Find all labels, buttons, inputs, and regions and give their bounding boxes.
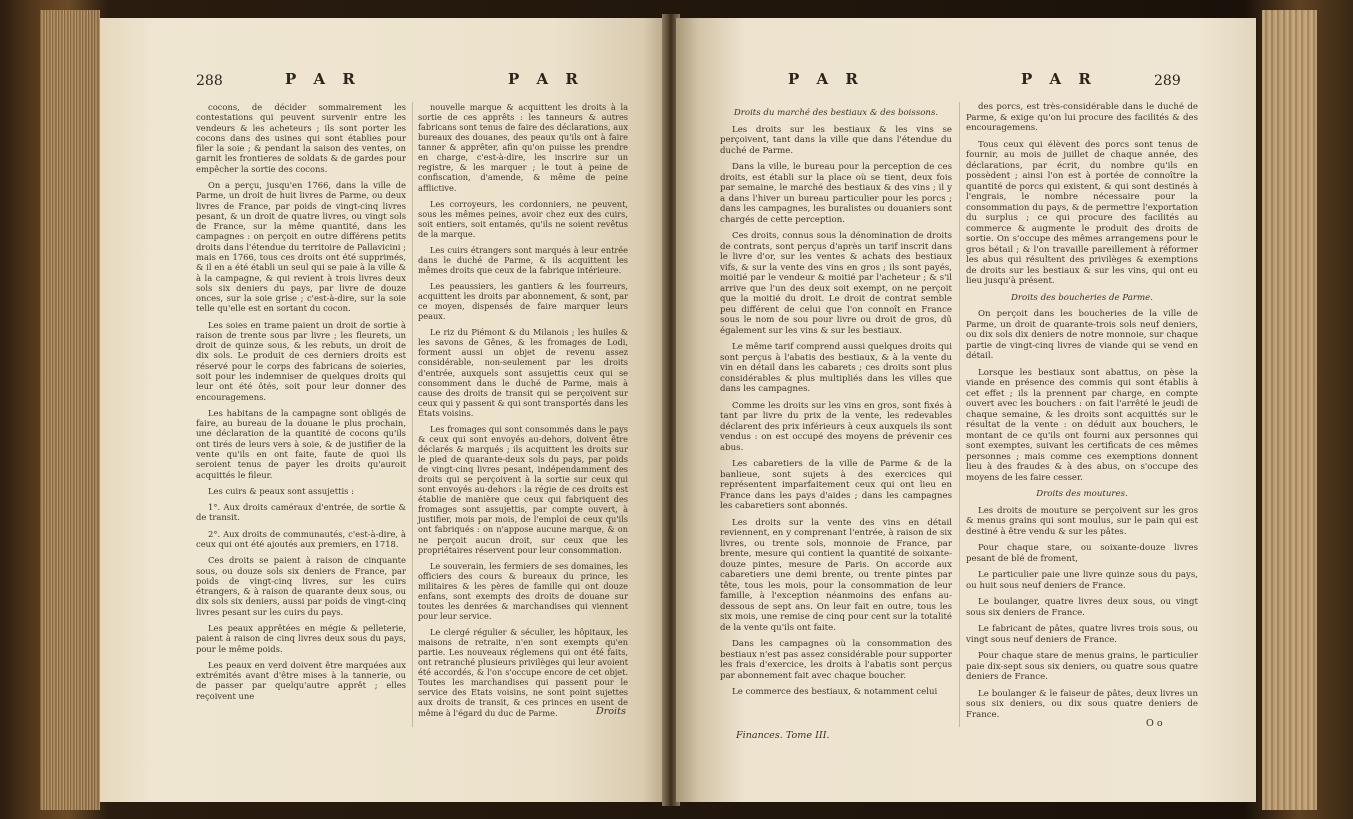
left-page — [100, 18, 666, 802]
paragraph: Lorsque les bestiaux sont abattus, on pèse la viande en présence des commis qui sont établis à cet effet ; ils la prennent par charge, en compte ouvert avec les bouchers : on fait l'arrêté le jeudi de chaque semaine, & les droits sont acquittés sur le résultat de la vente : on déduit aux bouchers, le montant de ce qu'ils ont fourni aux personnes qui sont exemptes, suivant les certificats de ces mêmes personnes ; mais comme ces exemptions donnent lieu à des fraudes & à des abus, on s'occupe des moyens de les faire cesser. — [966, 367, 1198, 483]
page-number-left: 288 — [196, 73, 223, 89]
signature-line: Finances. Tome III. — [736, 730, 830, 741]
paragraph: Le riz du Piémont & du Milanois ; les huiles & les savons de Gênes, & les fromages de Lodi, forment aussi un objet de revenu assez considérable, non-seulement par les droits d'entrée, auxquels sont assujettis ceux qui se consomment dans le duché de Parme, mais à cause des droits de transit qui se perçoivent sur ceux qui y passent & qui sont transportés dans les États voisins. — [418, 327, 628, 418]
running-head-left-col2: P A R — [508, 70, 584, 88]
paragraph: Les peaux apprêtées en mégie & pelleterie, paient à raison de cinq livres deux sous du pays, pour le même poids. — [196, 622, 406, 654]
paragraph: Les peaux en verd doivent être marquées aux extrémités avant d'être mises à la tannerie, ou de passer par quelqu'autre apprêt ; elles reçoivent une — [196, 659, 406, 701]
paragraph: Les droits sur la vente des vins en détail reviennent, en y comprenant l'entrée, à raison de six livres, ou trente sols, monnoie de France, par brente, mesure qui contient la quantité de soixante-douze pintes, mesure de Paris. On accorde aux cabaretiers une demi brente, ou trente pintes par tête, tous les mois, pour la consommation de leur famille, à l'exception néanmoins des enfans au-dessous de sept ans. On leur fait en outre, tous les six mois, une remise de cinq pour cent sur la totalité de la vente qu'ils ont faite. — [720, 517, 952, 633]
paragraph: Les peaussiers, les gantiers & les fourreurs, acquittent les droits par abonnement, & sont, par ce moyen, dispensés de faire marquer leurs peaux. — [418, 281, 628, 322]
paragraph: des porcs, est très-considérable dans le duché de Parme, & exige qu'on lui procure des facilités & des encouragemens. — [966, 102, 1198, 133]
left-page-column-2 — [418, 102, 628, 724]
paragraph: Les corroyeurs, les cordonniers, ne peuvent, sous les mêmes peines, avoir chez eux des cuirs, soit entiers, soit entamés, qu'ils ne soient revêtus de la marque. — [418, 198, 628, 239]
paragraph: nouvelle marque & acquittent les droits à la sortie de ces apprêts : les tanneurs & autres fabricans sont tenus de faire des déclarations, aux bureaux des douanes, des peaux qu'ils ont à faire tanner & apprêter, afin qu'on puisse les prendre en charge, c'est-à-dire, les inscrire sur un registre, & les marquer ; le tout à peine de confiscation, d'amende, & même de peine afflictive. — [418, 102, 628, 193]
paragraph: Le même tarif comprend aussi quelques droits qui sont perçus à l'abatis des bestiaux, & à la vente du vin en détail dans les cabarets ; ces droits sont plus considérables & plus multipliés dans les villes que dans les campagnes. — [720, 342, 952, 394]
running-head-right-col2: P A R — [1021, 70, 1097, 88]
paragraph: Comme les droits sur les vins en gros, sont fixés à tant par livre du prix de la vente, les redevables déclarent des prix inférieurs à ceux auxquels ils sont vendus : on est occupé des moyens de prévenir ces abus. — [720, 400, 952, 453]
paragraph: Les habitans de la campagne sont obligés de faire, au bureau de la douane le plus prochain, une déclaration de la quantité de cocons qu'ils ont tirés de leurs vers à soie, & de justifier de la vente qu'ils en ont faite, faute de quoi ils seroient tenus de payer les droits qu'auroit acquittés le fileur. — [196, 407, 406, 480]
paragraph: Le clergé régulier & séculier, les hôpitaux, les maisons de retraite, n'en sont exempts qu'en partie. Les nouveaux réglemens qui ont été faits, ont retranché plusieurs privilèges qui leur avoient été accordés, & l'on s'occupe encore de cet objet. Toutes les marchandises qui passent pour le service des Etats voisins, ne sont point sujettes aux droits de transit, & ces princes en usent de même à l'égard du duc de Parme. — [418, 627, 628, 718]
paragraph: Dans la ville, le bureau pour la perception de ces droits, est établi sur la place où se tient, deux fois par semaine, le marché des bestiaux & des vins ; il y a dans l'hiver un bureau particulier pour les porcs ; dans les campagnes, les buralistes ou douaniers sont chargés de cette perception. — [720, 162, 952, 225]
right-page-column-1 — [720, 102, 952, 704]
running-head-right-col1: P A R — [788, 70, 864, 88]
paragraph: Dans les campagnes où la consommation des bestiaux n'est pas assez considérable pour supporter les frais d'exercice, les droits à l'abatis sont perçus par abonnement fait avec chaque boucher. — [720, 639, 952, 681]
right-page — [676, 18, 1256, 802]
paragraph: Le boulanger & le faiseur de pâtes, deux livres un sous six deniers, ou dix sous quatre deniers de France. — [966, 688, 1198, 720]
catchword: Droits — [596, 706, 626, 717]
book-edge-right — [1262, 10, 1317, 810]
paragraph: Les droits de mouture se perçoivent sur les gros & menus grains qui sont moulus, sur le pain qui est destiné à être vendu & sur les pâtes. — [966, 505, 1198, 537]
paragraph: Pour chaque stare de menus grains, le particulier paie dix-sept sous six deniers, ou quatre sous quatre deniers de France. — [966, 651, 1198, 682]
paragraph: Pour chaque stare, ou soixante-douze livres pesant de blé de froment, — [966, 543, 1198, 564]
paragraph: 1°. Aux droits caméraux d'entrée, de sortie & de transit. — [196, 502, 406, 523]
paragraph: Le boulanger, quatre livres deux sous, ou vingt sous six deniers de France. — [966, 597, 1198, 618]
paragraph: Le souverain, les fermiers de ses domaines, les officiers des cours & bureaux du prince, les militaires & les pères de famille qui ont douze enfans, sont exempts des droits de douane sur toutes les denrées & marchandises qui viennent pour leur service. — [418, 560, 628, 621]
signature-mark: O o — [1146, 718, 1163, 729]
paragraph: Les soies en trame paient un droit de sortie à raison de trente sous par livre ; les fleurets, un droit de quinze sous, & les rebuts, un droit de dix sols. Le produit de ces derniers droits est réservé pour le corps des fabricans de soieries, soit pour les indemniser de quelques droits qui leur ont été ôtés, soit pour leur donner des encouragemens. — [196, 319, 406, 402]
paragraph: Ces droits se paient à raison de cinquante sous, ou douze sols six deniers de France, par poids de vingt-cinq livres, sur les cuirs étrangers, & à raison de quarante deux sous, ou dix sols six deniers, aussi par poids de vingt-cinq livres pesant sur les cuirs du pays. — [196, 555, 406, 617]
paragraph: Le particulier paie une livre quinze sous du pays, ou huit sous neuf deniers de France. — [966, 570, 1198, 591]
section-heading: Droits des boucheries de Parme. — [1011, 292, 1153, 303]
section-heading: Droits du marché des bestiaux & des boissons. — [733, 108, 939, 118]
paragraph: Les cuirs & peaux sont assujettis : — [208, 485, 354, 496]
page-number-right: 289 — [1154, 73, 1181, 89]
paragraph: On a perçu, jusqu'en 1766, dans la ville de Parme, un droit de huit livres de Parme, ou deux livres de France, par poids de vingt-cinq livres pesant, & un droit de quatre livres, ou vingt sols de France, sur la même quantité, dans les campagnes : on perçoit en outre différens petits droits dans l'étendue du territoire de Pallavicini ; mais en 1766, tous ces droits ont été supprimés, & il en a été établi un seul qui se paie à la ville & à la campagne, & qui revient à trois livres deux sols six deniers du pays, par livre de douze onces, sur la soie grise ; c'est-à-dire, sur la soie telle qu'elle est en sortant du cocon. — [196, 179, 406, 314]
paragraph: Les fromages qui sont consommés dans le pays & ceux qui sont envoyés au-dehors, doivent être déclarés & marqués ; ils acquittent les droits sur le pied de quarante-deux sols du pays, par poids de vingt-cinq livres pesant, indépendamment des droits qui se perçoivent à la sortie sur ceux qui sont envoyés au-dehors : la régie de ces droits est établie de manière que ceux qui fabriquent des fromages sont assujettis, par compte ouvert, à justifier, mois par mois, de l'emploi de ceux qu'ils ont fabriqués : on n'appose aucune marque, & on ne perçoit aucun droit, sur ceux que les propriétaires réservent pour leur consommation. — [418, 423, 628, 555]
paragraph: Ces droits, connus sous la dénomination de droits de contrats, sont perçus d'après un tarif inscrit dans le livre d'or, sur les ventes & achats des bestiaux vifs, & sur la vente des vins en gros ; ils sont payés, moitié par le vendeur & moitié par l'acheteur ; & s'il arrive que l'un des deux soit exempt, on ne perçoit que la moitié du droit. Le droit de contrat semble peu différent de celui que l'on connoît en France sous le nom de sou pour livre ou droit de gros, dû également sur les vins & sur les bestiaux. — [720, 231, 952, 336]
paragraph: On perçoit dans les boucheries de la ville de Parme, un droit de quarante-trois sols neuf deniers, ou dix sols dix deniers de notre monnoie, sur chaque partie de vingt-cinq livres de viande qui se vend en détail. — [966, 309, 1198, 361]
column-divider — [959, 102, 960, 727]
paragraph: Les cuirs étrangers sont marqués à leur entrée dans le duché de Parme, & ils acquittent les mêmes droits que ceux de la fabrique intérieure. — [418, 244, 628, 275]
right-page-column-2 — [966, 102, 1198, 726]
section-heading: Droits des moutures. — [1036, 489, 1128, 499]
left-page-column-1 — [196, 102, 406, 707]
paragraph: Les droits sur les bestiaux & les vins se perçoivent, tant dans la ville que dans l'étendue du duché de Parme. — [720, 124, 952, 156]
paragraph: Tous ceux qui élèvent des porcs sont tenus de fournir, au mois de juillet de chaque année, des déclarations, par écrit, du nombre qu'ils en possèdent ; ainsi l'on est à portée de connoître la quantité de porcs qui existent, & qui sont destinés à l'engrais, le nombre nécessaire pour la consommation du pays, & de permettre l'exportation du surplus ; ce qui procure des facilités au commerce & augmente le produit des droits de sortie. On s'occupe des mêmes arrangemens pour le gros bétail ; & l'on travaille pareillement à réformer les abus qui résultent des privilèges & exemptions de droits sur les bestiaux & sur les vins, qui ont eu lieu jusqu'à présent. — [966, 139, 1198, 286]
paragraph: Le commerce des bestiaux, & notamment celui — [732, 687, 938, 697]
column-divider — [412, 102, 413, 727]
paragraph: 2°. Aux droits de communautés, c'est-à-dire, à ceux qui ont été ajoutés aux premiers, en 1718. — [196, 528, 406, 549]
paragraph: Les cabaretiers de la ville de Parme & de la banlieue, sont sujets à des exercices qui représentent imparfaitement ceux qui ont lieu en France dans les pays d'aides ; dans les campagnes les cabaretiers sont abonnés. — [720, 459, 952, 511]
book-edge-left — [40, 10, 100, 810]
paragraph: cocons, de décider sommairement les contestations qui peuvent survenir entre les vendeurs & les acheteurs ; ils sont porter les cocons dans des usines qui sont établies pour filer la soie ; & pendant la saison des ventes, on garnit les frontieres de soldats & de gardes pour empêcher la sortie des cocons. — [196, 102, 406, 174]
running-head-left-col1: P A R — [285, 70, 361, 88]
paragraph: Le fabricant de pâtes, quatre livres trois sous, ou vingt sous neuf deniers de France. — [966, 624, 1198, 645]
